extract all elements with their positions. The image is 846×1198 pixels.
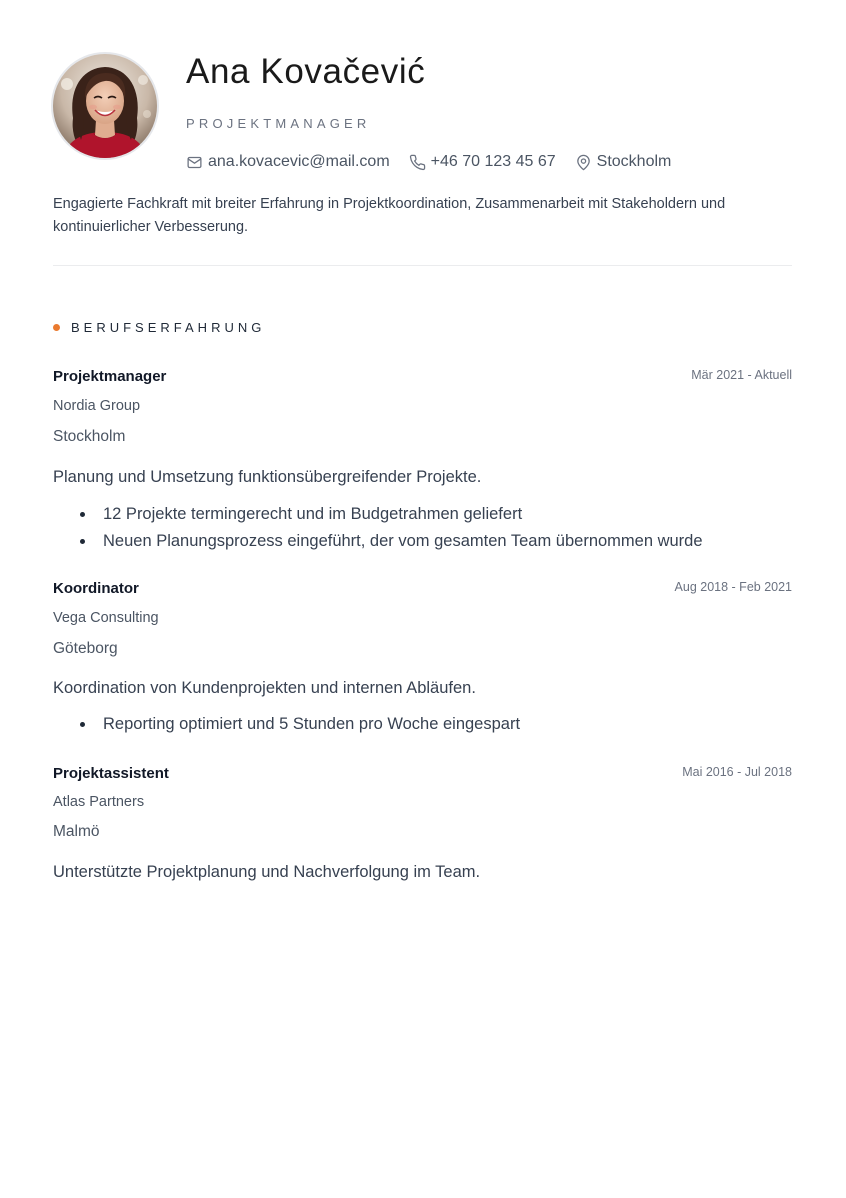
map-pin-icon — [575, 154, 592, 171]
location-text: Stockholm — [596, 153, 672, 170]
contact-phone[interactable] — [409, 153, 556, 171]
achievement-item: Neuen Planungsprozess eingeführt, der vom gesamten Team übernommen wurde — [53, 528, 703, 555]
section-bullet-icon — [53, 324, 60, 331]
job-dates: Mär 2021 - Aktuell — [691, 368, 792, 382]
profile-summary: Engagierte Fachkraft mit breiter Erfahrung in Projektkoordination, Zusammenarbeit mit Stakeholdern und kontinuierlicher Verbesserung. — [53, 196, 726, 235]
achievement-list — [53, 501, 703, 555]
job-company: Atlas Partners — [53, 794, 145, 810]
contact-location — [575, 153, 672, 171]
phone-text: +46 70 123 45 67 — [430, 153, 556, 170]
job-description: Unterstützte Projektplanung und Nachverfolgung im Team. — [53, 863, 481, 881]
experience-section-title — [53, 320, 265, 335]
job-company: Vega Consulting — [53, 610, 159, 626]
resume-header — [53, 0, 792, 186]
job-description: Planung und Umsetzung funktionsübergreifender Projekte. — [53, 468, 482, 486]
avatar — [53, 54, 157, 158]
job-dates: Aug 2018 - Feb 2021 — [674, 580, 792, 594]
contact-email[interactable] — [186, 153, 390, 171]
job-company: Nordia Group — [53, 398, 141, 414]
contact-info — [186, 153, 690, 171]
job-title: Projektmanager — [53, 368, 167, 385]
job-location: Stockholm — [53, 428, 126, 445]
job-location: Göteborg — [53, 640, 118, 657]
achievement-list — [53, 711, 520, 738]
resume-page — [53, 0, 792, 881]
header-divider — [53, 265, 792, 266]
job-title: Koordinator — [53, 580, 139, 597]
job-description: Koordination von Kundenprojekten und internen Abläufen. — [53, 679, 476, 697]
achievement-item: 12 Projekte termingerecht und im Budgetrahmen geliefert — [53, 501, 703, 528]
job-title: Projektassistent — [53, 765, 169, 782]
achievement-item: Reporting optimiert und 5 Stunden pro Woche eingespart — [53, 711, 520, 738]
candidate-job-title: PROJEKTMANAGER — [186, 116, 371, 131]
mail-icon — [186, 154, 203, 171]
candidate-name: Ana Kovačević — [186, 52, 426, 91]
job-location: Malmö — [53, 823, 100, 840]
job-dates: Mai 2016 - Jul 2018 — [682, 765, 792, 779]
email-text: ana.kovacevic@mail.com — [208, 153, 390, 170]
section-label: BERUFSERFAHRUNG — [71, 320, 266, 335]
avatar-portrait-image — [53, 54, 157, 158]
phone-icon — [409, 154, 426, 171]
